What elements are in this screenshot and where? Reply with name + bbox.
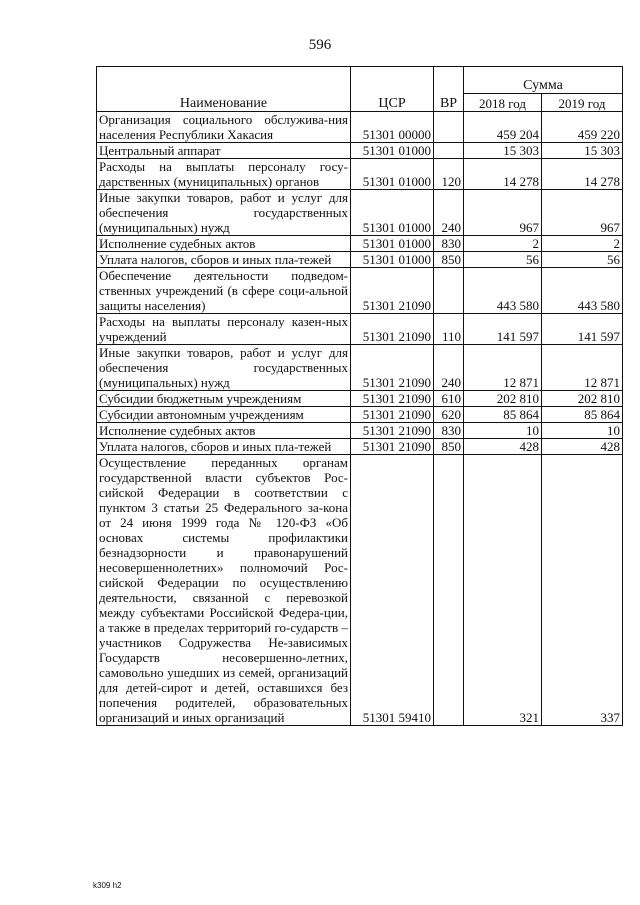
- row-vr: [434, 143, 464, 159]
- row-csr: 51301 01000: [351, 236, 434, 252]
- row-sum-2019: 10: [542, 423, 623, 439]
- header-year-2018: 2018 год: [464, 94, 542, 112]
- row-sum-2018: 967: [464, 190, 542, 236]
- table-row: [97, 159, 623, 190]
- row-name: Субсидии автономным учреждениям: [97, 407, 351, 423]
- row-sum-2019: 967: [542, 190, 623, 236]
- table-row: [97, 236, 623, 252]
- row-sum-2019: 141 597: [542, 314, 623, 345]
- header-vr: ВР: [434, 67, 464, 112]
- row-name: Расходы на выплаты персоналу казен-ных учреждений: [97, 314, 351, 345]
- row-name: Субсидии бюджетным учреждениям: [97, 391, 351, 407]
- row-sum-2018: 10: [464, 423, 542, 439]
- header-year-2019: 2019 год: [542, 94, 623, 112]
- row-sum-2019: 2: [542, 236, 623, 252]
- row-csr: 51301 21090: [351, 268, 434, 314]
- footer-code: k309 h2: [93, 881, 122, 890]
- row-csr: 51301 59410: [351, 455, 434, 726]
- row-sum-2019: 459 220: [542, 112, 623, 143]
- table-row: [97, 439, 623, 455]
- row-vr: [434, 112, 464, 143]
- row-vr: [434, 455, 464, 726]
- row-vr: 620: [434, 407, 464, 423]
- row-name: Иные закупки товаров, работ и услуг для обеспечения государственных (муниципальных) нужд: [97, 190, 351, 236]
- row-sum-2018: 141 597: [464, 314, 542, 345]
- row-sum-2019: 428: [542, 439, 623, 455]
- row-csr: 51301 01000: [351, 190, 434, 236]
- row-csr: 51301 21090: [351, 439, 434, 455]
- row-name: Осуществление переданных органам государственной власти субъектов Рос-сийской Федерации в соответствии с пунктом 3 статьи 25 Федерального за-кона от 24 июня 1999 года № 120-ФЗ «Об основах системы профилактики безнадзорности и правонарушений несовершеннолетних» полномочий Рос-сийской Федерации по осуществлению деятельности, связанной с перевозкой между субъектами Российской Федера-ции, а также в пределах территорий го-сударств – участников Содружества Не-зависимых Государств несовершенно-летних, самовольно ушедших из семей, организаций для детей-сирот и детей, оставшихся без попечения родителей, образовательных организаций и иных организаций: [97, 455, 351, 726]
- row-csr: 51301 01000: [351, 159, 434, 190]
- row-csr: 51301 21090: [351, 345, 434, 391]
- header-name: Наименование: [97, 67, 351, 112]
- row-name: Уплата налогов, сборов и иных пла-тежей: [97, 439, 351, 455]
- page-number: 596: [308, 37, 332, 53]
- table-row: [97, 423, 623, 439]
- row-sum-2018: 459 204: [464, 112, 542, 143]
- header-sum: Сумма: [464, 67, 623, 94]
- row-csr: 51301 21090: [351, 391, 434, 407]
- row-name: Исполнение судебных актов: [97, 423, 351, 439]
- row-vr: 110: [434, 314, 464, 345]
- row-vr: 120: [434, 159, 464, 190]
- row-vr: 830: [434, 236, 464, 252]
- row-sum-2019: 202 810: [542, 391, 623, 407]
- row-name: Иные закупки товаров, работ и услуг для обеспечения государственных (муниципальных) нужд: [97, 345, 351, 391]
- table-row: [97, 314, 623, 345]
- row-csr: 51301 21090: [351, 423, 434, 439]
- row-sum-2019: 12 871: [542, 345, 623, 391]
- row-sum-2019: 15 303: [542, 143, 623, 159]
- row-name: Расходы на выплаты персоналу госу-дарственных (муниципальных) органов: [97, 159, 351, 190]
- row-name: Уплата налогов, сборов и иных пла-тежей: [97, 252, 351, 268]
- header-csr: ЦСР: [351, 67, 434, 112]
- row-vr: 850: [434, 439, 464, 455]
- row-sum-2019: 14 278: [542, 159, 623, 190]
- table-row: [97, 345, 623, 391]
- row-sum-2019: 85 864: [542, 407, 623, 423]
- table-row: [97, 112, 623, 143]
- row-sum-2019: 443 580: [542, 268, 623, 314]
- budget-table: [96, 66, 623, 726]
- row-name: Центральный аппарат: [97, 143, 351, 159]
- row-sum-2018: 14 278: [464, 159, 542, 190]
- row-sum-2019: 56: [542, 252, 623, 268]
- table-row: [97, 407, 623, 423]
- table-row: [97, 252, 623, 268]
- row-sum-2018: 56: [464, 252, 542, 268]
- row-name: Исполнение судебных актов: [97, 236, 351, 252]
- row-vr: [434, 268, 464, 314]
- row-sum-2018: 2: [464, 236, 542, 252]
- row-sum-2018: 428: [464, 439, 542, 455]
- row-sum-2018: 202 810: [464, 391, 542, 407]
- table-row: [97, 268, 623, 314]
- row-vr: 850: [434, 252, 464, 268]
- row-sum-2018: 85 864: [464, 407, 542, 423]
- row-sum-2019: 337: [542, 455, 623, 726]
- row-sum-2018: 12 871: [464, 345, 542, 391]
- table-row: [97, 190, 623, 236]
- row-csr: 51301 01000: [351, 143, 434, 159]
- row-vr: 240: [434, 190, 464, 236]
- table-row: [97, 391, 623, 407]
- table-row: [97, 143, 623, 159]
- row-vr: 610: [434, 391, 464, 407]
- row-sum-2018: 15 303: [464, 143, 542, 159]
- row-csr: 51301 21090: [351, 407, 434, 423]
- row-sum-2018: 443 580: [464, 268, 542, 314]
- row-csr: 51301 01000: [351, 252, 434, 268]
- row-csr: 51301 00000: [351, 112, 434, 143]
- row-name: Обеспечение деятельности подведом-ственных учреждений (в сфере соци-альной защиты населения): [97, 268, 351, 314]
- row-vr: 830: [434, 423, 464, 439]
- row-csr: 51301 21090: [351, 314, 434, 345]
- table-row: [97, 455, 623, 726]
- row-name: Организация социального обслужива-ния населения Республики Хакасия: [97, 112, 351, 143]
- row-sum-2018: 321: [464, 455, 542, 726]
- row-vr: 240: [434, 345, 464, 391]
